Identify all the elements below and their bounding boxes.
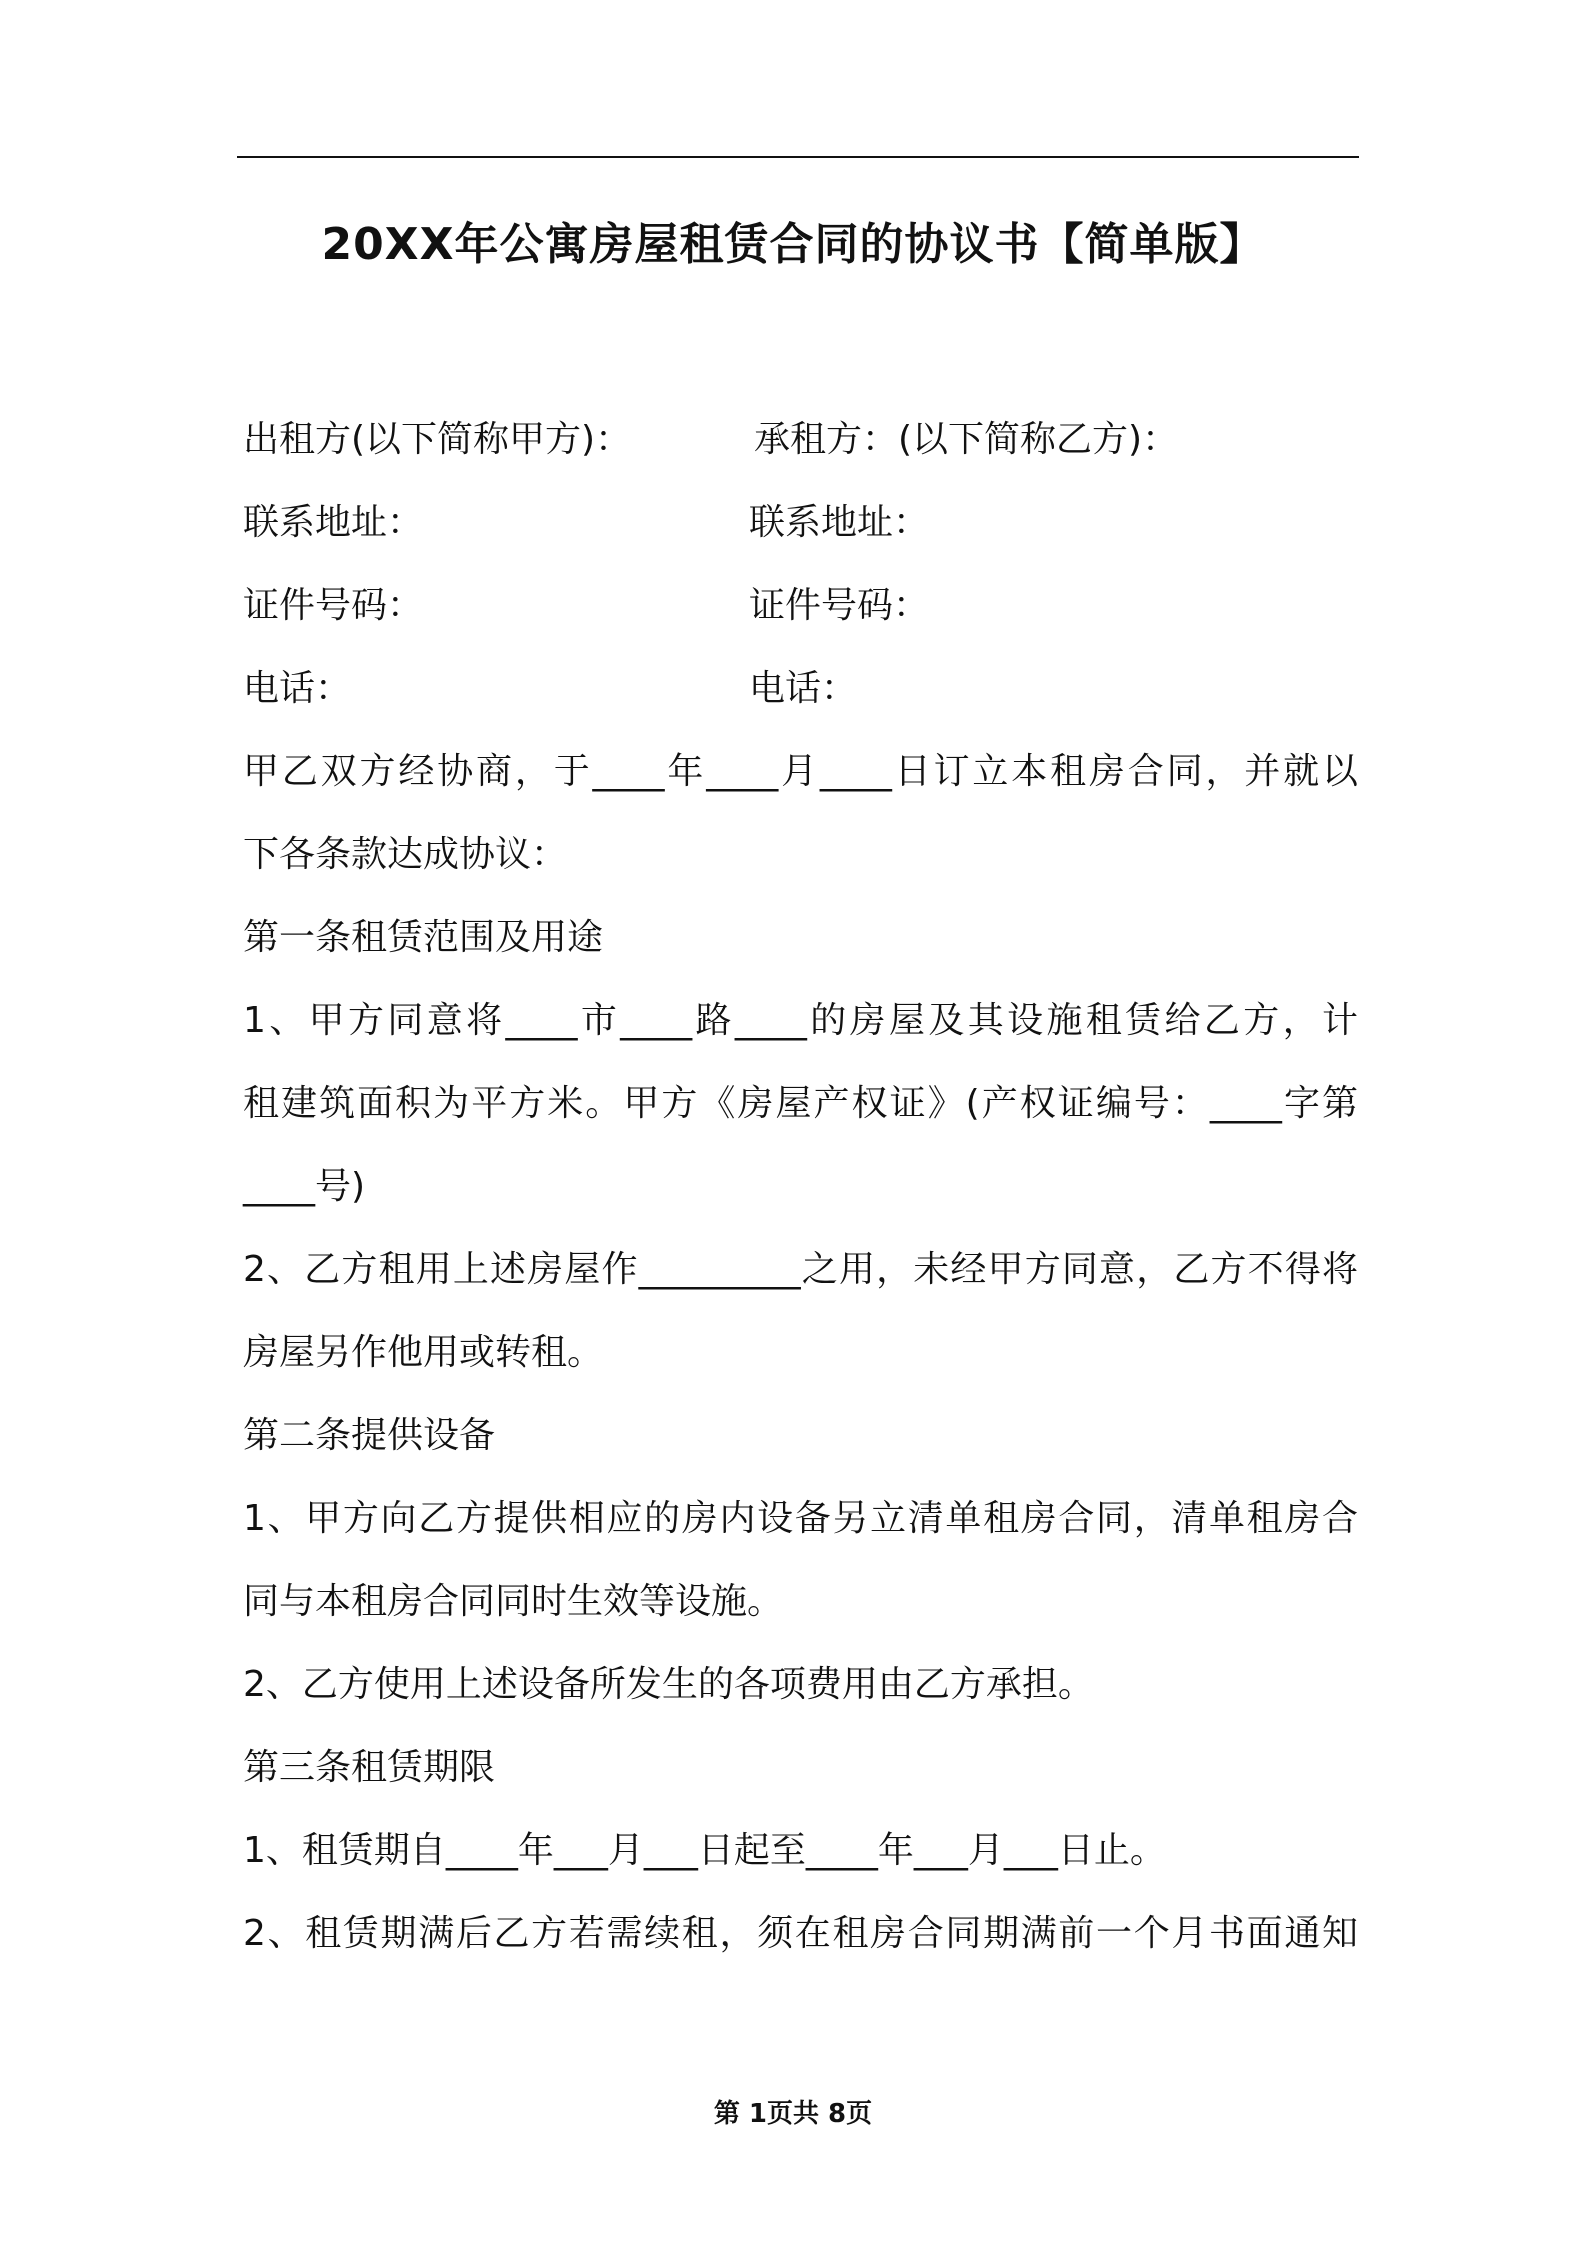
body-line: ____号) bbox=[243, 1166, 366, 1207]
lessor-address-label: 联系地址： bbox=[243, 502, 424, 543]
lessee-address-label: 联系地址： bbox=[749, 502, 930, 543]
body-line: 2、乙方使用上述设备所发生的各项费用由乙方承担。 bbox=[243, 1664, 1094, 1705]
body-line: 同与本租房合同同时生效等设施。 bbox=[243, 1581, 784, 1622]
lessor-phone-label: 电话： bbox=[243, 668, 352, 709]
lessor-id-label: 证件号码： bbox=[243, 585, 424, 626]
lessee-id-label: 证件号码： bbox=[749, 585, 930, 626]
body-line: 1、甲方向乙方提供相应的房内设备另立清单租房合同，清单租房合 bbox=[243, 1498, 1358, 1539]
section-heading: 第一条租赁范围及用途 bbox=[243, 917, 604, 958]
body-line: 房屋另作他用或转租。 bbox=[243, 1332, 604, 1373]
page-footer: 第 1页共 8页 bbox=[713, 2099, 873, 2129]
document-title: 20XX年公寓房屋租赁合同的协议书【简单版】 bbox=[321, 219, 1265, 270]
section-heading: 第二条提供设备 bbox=[243, 1415, 496, 1456]
lessor-label: 出租方(以下简称甲方)： bbox=[243, 419, 632, 460]
body-line: 下各条款达成协议： bbox=[243, 834, 568, 875]
body-line: 1、租赁期自____年___月___日起至____年___月___日止。 bbox=[243, 1830, 1166, 1871]
lessee-label: 承租方：(以下简称乙方)： bbox=[754, 419, 1179, 460]
section-heading: 第三条租赁期限 bbox=[243, 1747, 496, 1788]
lessee-phone-label: 电话： bbox=[749, 668, 858, 709]
header-rule bbox=[237, 156, 1359, 158]
body-line: 2、乙方租用上述房屋作_________之用，未经甲方同意，乙方不得将 bbox=[243, 1249, 1358, 1290]
body-line: 租建筑面积为平方米。甲方《房屋产权证》(产权证编号：____字第 bbox=[243, 1083, 1358, 1124]
body-line: 甲乙双方经协商，于____年____月____日订立本租房合同，并就以 bbox=[243, 751, 1358, 792]
body-line: 1、甲方同意将____市____路____的房屋及其设施租赁给乙方，计 bbox=[243, 1000, 1358, 1041]
body-line: 2、租赁期满后乙方若需续租，须在租房合同期满前一个月书面通知 bbox=[243, 1913, 1358, 1954]
